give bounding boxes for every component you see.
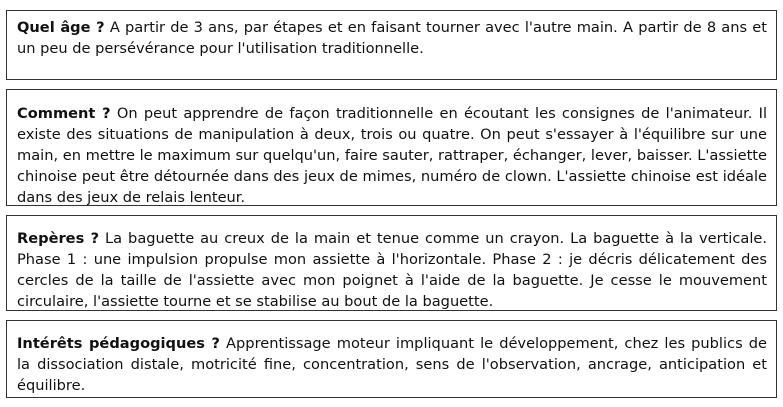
section-comment <box>6 89 777 206</box>
section-text: Apprentissage moteur impliquant le développement, chez les publics de la dissociation distale, motricité fine, concentration, sens de l'observation, ancrage, anticipation et équilibre. <box>17 335 767 394</box>
section-quel-age <box>6 10 777 80</box>
section-reperes <box>6 215 777 311</box>
section-text: On peut apprendre de façon traditionnelle en écoutant les consignes de l'animateur. Il existe des situations de manipulation à deux, trois ou quatre. On peut s'essayer à l'équilibre sur une main, en mettre le maximum sur quelqu'un, faire sauter, rattraper, échanger, lever, baisser. L'assiette chinoise peut être détournée dans des jeux de mimes, numéro de clown. L'assiette chinoise est idéale dans des jeux de relais lenteur. <box>17 105 767 206</box>
document <box>6 6 777 407</box>
section-label: Quel âge ? <box>17 19 105 36</box>
section-label: Comment ? <box>17 105 111 122</box>
section-label: Intérêts pédagogiques ? <box>17 335 220 352</box>
section-label: Repères ? <box>17 230 100 247</box>
section-interets-pedagogiques <box>6 320 777 398</box>
section-text: A partir de 3 ans, par étapes et en faisant tourner avec l'autre main. A partir de 8 ans et un peu de persévérance pour l'utilisation traditionnelle. <box>17 19 768 57</box>
section-text: La baguette au creux de la main et tenue comme un crayon. La baguette à la verticale. Phase 1 : une impulsion propulse mon assiette à l'horizontale. Phase 2 : je décris délicatement des cercles de la taille de l'assiette avec mon poignet à l'aide de la baguette. Je cesse le mouvement circulaire, l'assiette tourne et se stabilise au bout de la baguette. <box>17 230 767 310</box>
